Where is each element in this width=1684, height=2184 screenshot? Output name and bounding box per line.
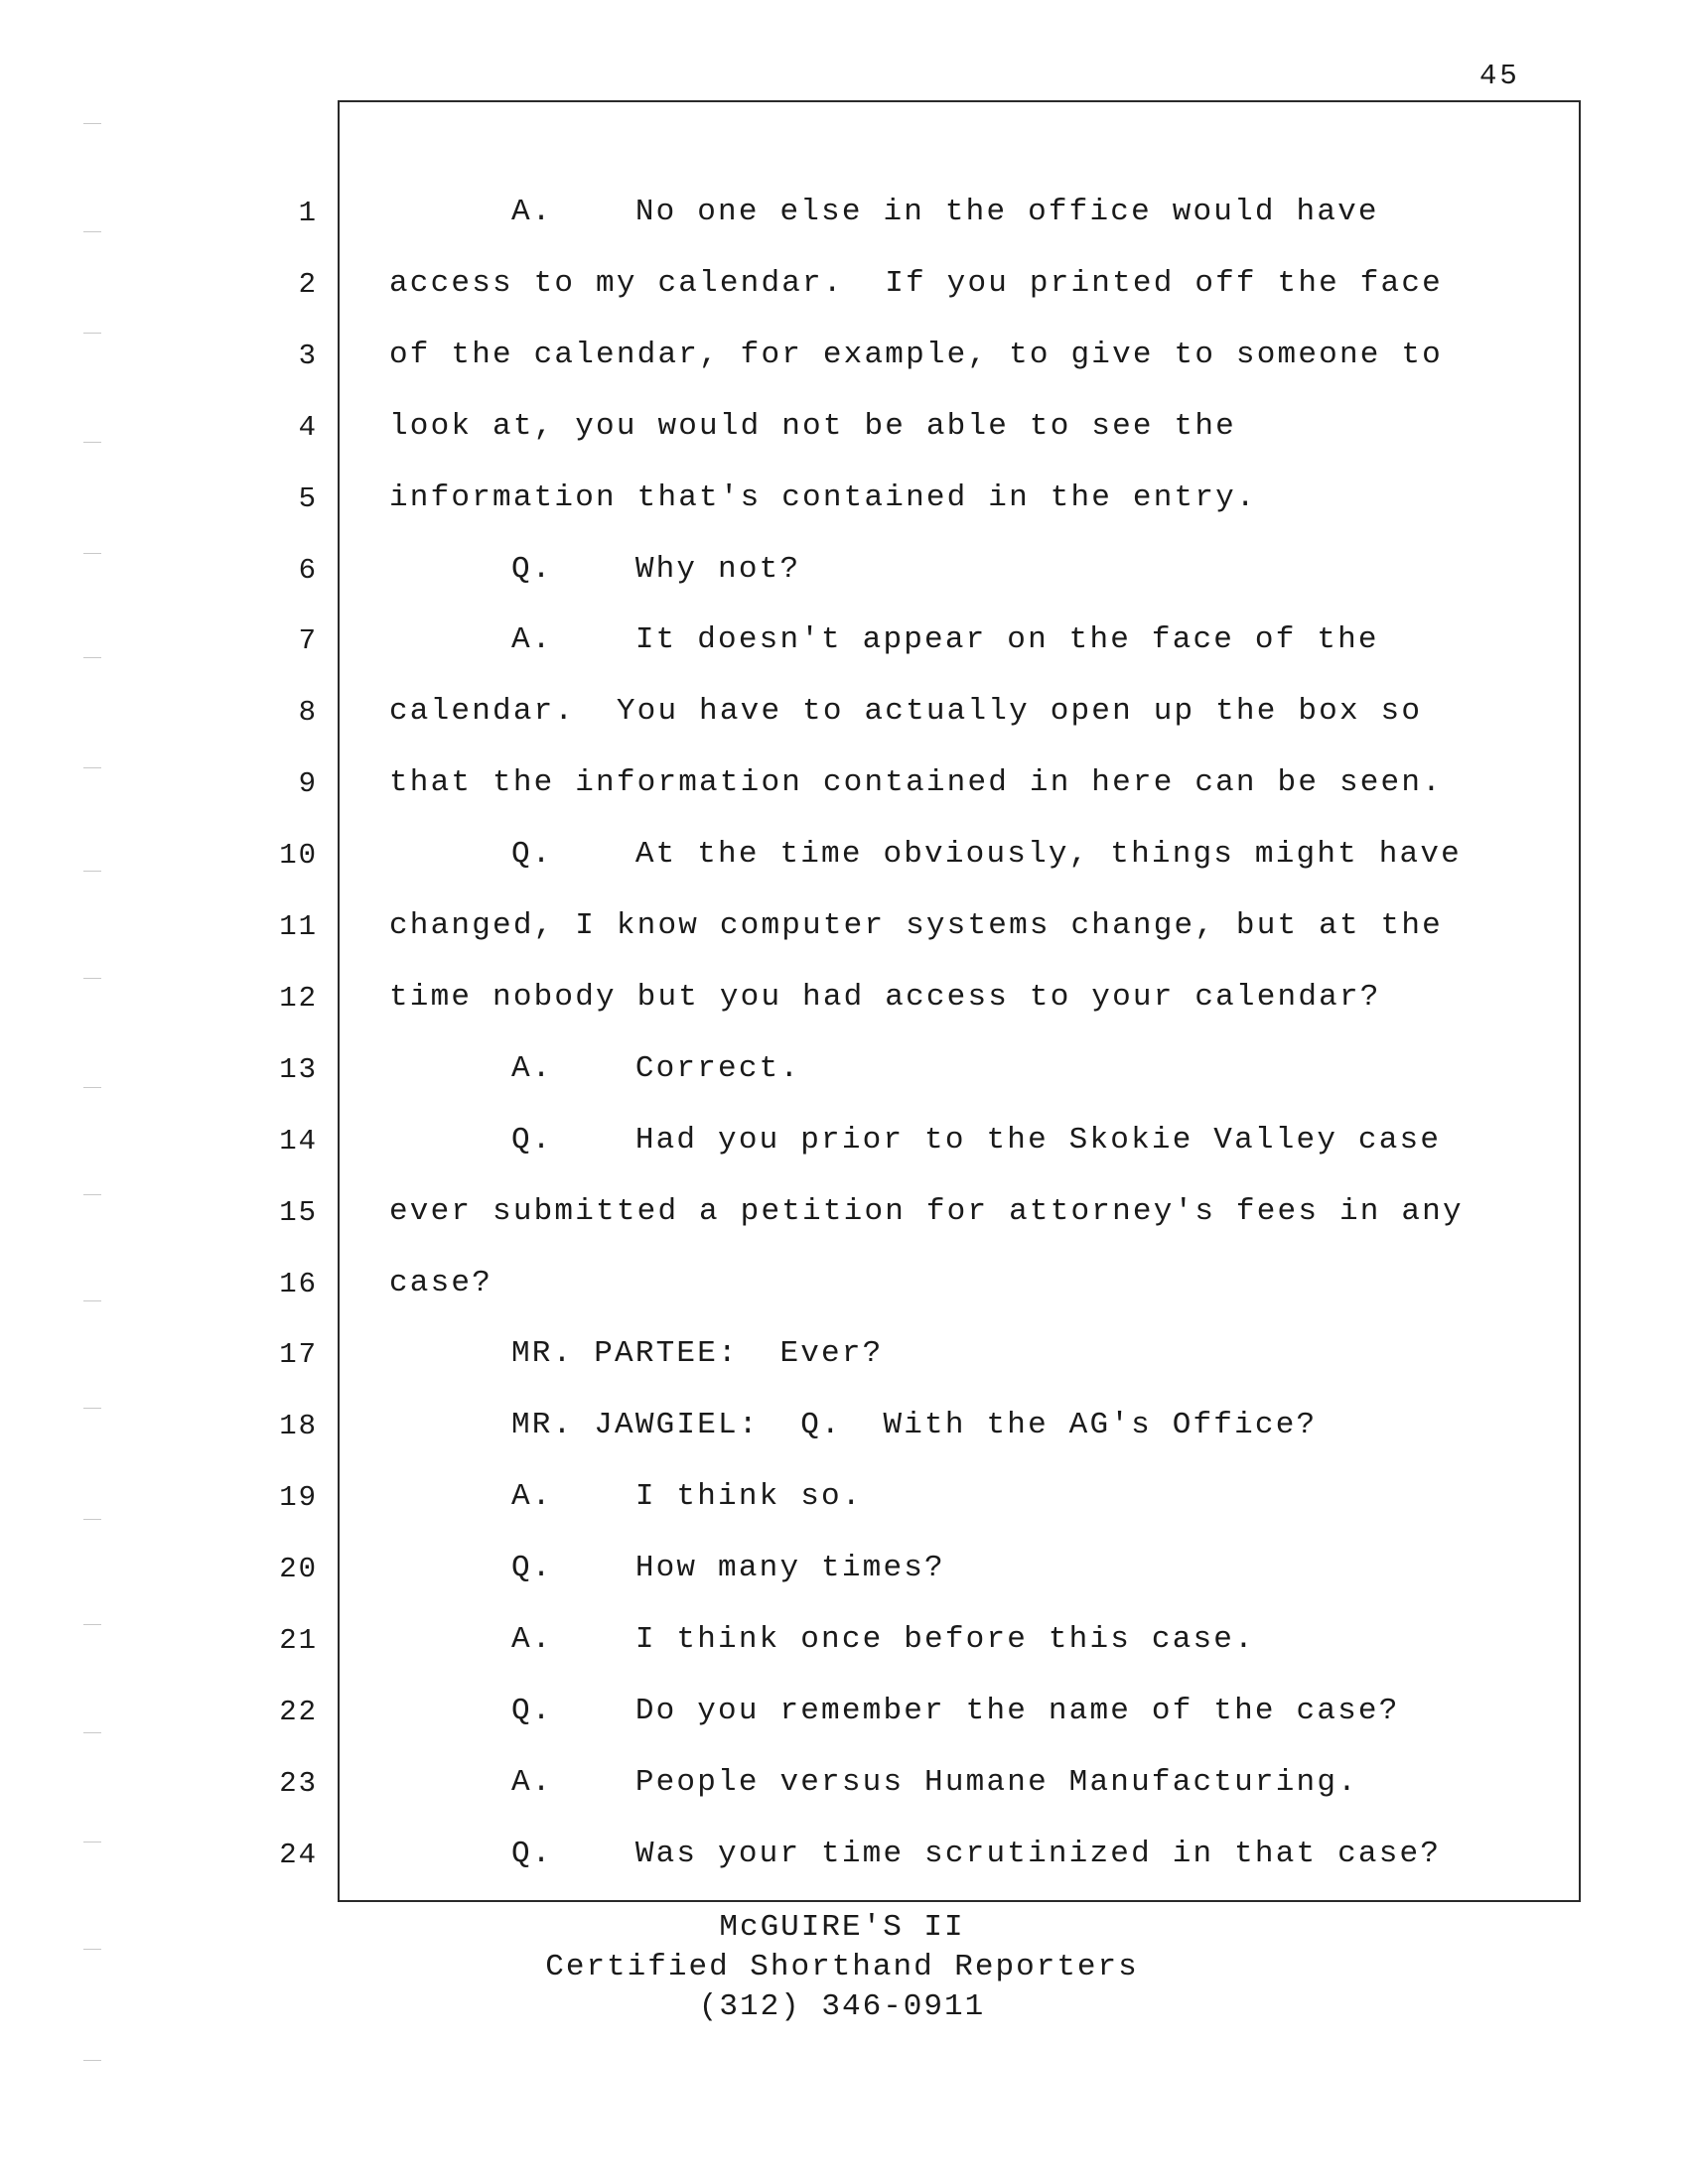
margin-mark: [83, 871, 101, 872]
margin-mark: [83, 1624, 101, 1625]
footer-phone: (312) 346-0911: [698, 1989, 986, 2024]
line-number: 7: [298, 624, 318, 657]
margin-mark: [83, 123, 101, 124]
line-number: 21: [279, 1624, 318, 1657]
line-number: 15: [279, 1196, 318, 1229]
transcript-line: changed, I know computer systems change, but at the: [389, 908, 1443, 943]
margin-mark: [83, 2060, 101, 2061]
transcript-line: that the information contained in here can be seen.: [389, 765, 1443, 800]
line-number: 9: [298, 767, 318, 800]
transcript-line: Q. Had you prior to the Skokie Valley case: [511, 1123, 1442, 1158]
line-number: 6: [298, 554, 318, 587]
line-number: 14: [279, 1125, 318, 1158]
line-number: 19: [279, 1481, 318, 1514]
transcript-line: access to my calendar. If you printed off the face: [389, 266, 1443, 301]
margin-mark: [83, 978, 101, 979]
footer-reporter-title: Certified Shorthand Reporters: [545, 1950, 1139, 1984]
footer-reporter-name: McGUIRE'S II: [719, 1910, 965, 1945]
transcript-line: Q. Why not?: [511, 552, 801, 587]
margin-mark: [83, 333, 101, 334]
transcript-line: look at, you would not be able to see the: [389, 409, 1236, 444]
line-number: 13: [279, 1053, 318, 1086]
line-number: 17: [279, 1338, 318, 1371]
line-number: 4: [298, 411, 318, 444]
transcript-line: A. I think once before this case.: [511, 1622, 1255, 1657]
line-number: 8: [298, 696, 318, 729]
line-number: 5: [298, 482, 318, 515]
transcript-line: A. No one else in the office would have: [511, 195, 1379, 229]
page-number: 45: [1479, 60, 1520, 92]
margin-mark: [83, 442, 101, 443]
line-number: 23: [279, 1767, 318, 1800]
transcript-line: of the calendar, for example, to give to someone to: [389, 338, 1443, 372]
margin-mark: [83, 1087, 101, 1088]
transcript-line: ever submitted a petition for attorney's fees in any: [389, 1194, 1464, 1229]
transcript-line: Q. Was your time scrutinized in that case?: [511, 1837, 1442, 1871]
line-number: 22: [279, 1696, 318, 1728]
transcript-line: Q. How many times?: [511, 1551, 945, 1585]
transcript-line: Q. Do you remember the name of the case?: [511, 1694, 1400, 1728]
transcript-line: MR. JAWGIEL: Q. With the AG's Office?: [511, 1408, 1318, 1442]
line-number: 2: [298, 268, 318, 301]
line-number: 1: [298, 197, 318, 229]
transcript-line: MR. PARTEE: Ever?: [511, 1336, 884, 1371]
transcript-line: A. Correct.: [511, 1051, 801, 1086]
transcript-line: Q. At the time obviously, things might have: [511, 837, 1462, 872]
margin-mark: [83, 553, 101, 554]
transcript-line: case?: [389, 1266, 493, 1300]
transcript-line: A. It doesn't appear on the face of the: [511, 622, 1379, 657]
line-number: 10: [279, 839, 318, 872]
margin-mark: [83, 1194, 101, 1195]
transcript-line: information that's contained in the entry.: [389, 480, 1257, 515]
margin-mark: [83, 767, 101, 768]
line-number: 18: [279, 1410, 318, 1442]
margin-mark: [83, 1408, 101, 1409]
line-number: 16: [279, 1268, 318, 1300]
transcript-line: A. I think so.: [511, 1479, 863, 1514]
line-number: 12: [279, 982, 318, 1015]
margin-mark: [83, 231, 101, 232]
transcript-line: time nobody but you had access to your calendar?: [389, 980, 1381, 1015]
line-number: 11: [279, 910, 318, 943]
margin-mark: [83, 1949, 101, 1950]
transcript-line: A. People versus Humane Manufacturing.: [511, 1765, 1358, 1800]
margin-mark: [83, 657, 101, 658]
margin-mark: [83, 1842, 101, 1843]
margin-mark: [83, 1300, 101, 1301]
line-number: 24: [279, 1839, 318, 1871]
margin-mark: [83, 1732, 101, 1733]
line-number: 20: [279, 1553, 318, 1585]
margin-mark: [83, 1519, 101, 1520]
line-number: 3: [298, 340, 318, 372]
transcript-line: calendar. You have to actually open up the box so: [389, 694, 1423, 729]
